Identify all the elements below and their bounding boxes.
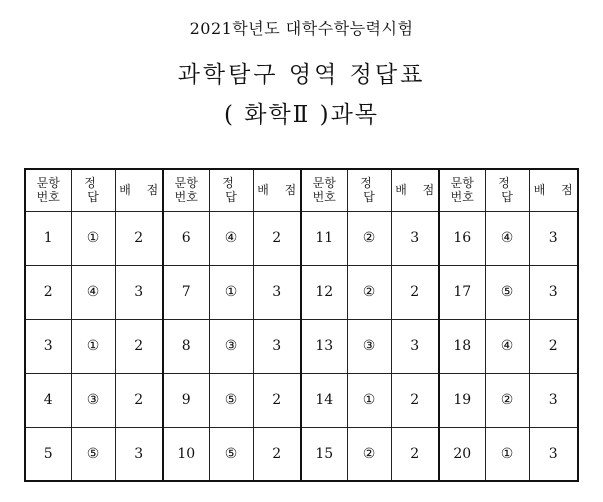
question-number: 4: [25, 373, 71, 427]
score-cell: 2: [115, 373, 163, 427]
header-score: 배 점: [529, 169, 578, 211]
question-number: 20: [439, 427, 485, 481]
table-header-row: [25, 169, 578, 211]
score-cell: 2: [391, 265, 439, 319]
score-cell: 2: [115, 211, 163, 265]
answer-cell: ④: [485, 211, 529, 265]
answer-cell: ⑤: [71, 427, 115, 481]
exam-subtitle: 2021학년도 대학수학능력시험: [189, 19, 414, 38]
answer-cell: ①: [71, 211, 115, 265]
question-number: 14: [301, 373, 347, 427]
answer-cell: ③: [209, 319, 253, 373]
table-row: [25, 373, 578, 427]
answer-cell: ⑤: [209, 427, 253, 481]
score-cell: 2: [391, 427, 439, 481]
question-number: 17: [439, 265, 485, 319]
question-number: 5: [25, 427, 71, 481]
question-number: 1: [25, 211, 71, 265]
question-number: 15: [301, 427, 347, 481]
question-number: 18: [439, 319, 485, 373]
question-number: 7: [163, 265, 209, 319]
question-number: 3: [25, 319, 71, 373]
question-number: 16: [439, 211, 485, 265]
table-row: [25, 211, 578, 265]
answer-cell: ④: [209, 211, 253, 265]
answer-key-table: [24, 168, 579, 482]
header-question-number: 문항번호: [439, 169, 485, 211]
header-answer: 정 답: [347, 169, 391, 211]
header-question-number: 문항번호: [25, 169, 71, 211]
answer-cell: ①: [485, 427, 529, 481]
answer-cell: ⑤: [209, 373, 253, 427]
score-cell: 3: [391, 211, 439, 265]
answer-cell: ③: [347, 319, 391, 373]
score-cell: 3: [115, 427, 163, 481]
page-title: 과학탐구 영역 정답표: [177, 62, 426, 88]
answer-cell: ①: [347, 373, 391, 427]
score-cell: 3: [253, 319, 301, 373]
question-number: 12: [301, 265, 347, 319]
score-cell: 3: [529, 211, 578, 265]
score-cell: 3: [529, 373, 578, 427]
score-cell: 3: [529, 265, 578, 319]
question-number: 13: [301, 319, 347, 373]
table-row: [25, 319, 578, 373]
header-answer: 정 답: [485, 169, 529, 211]
answer-cell: ⑤: [485, 265, 529, 319]
header-question-number: 문항번호: [163, 169, 209, 211]
answer-cell: ②: [485, 373, 529, 427]
score-cell: 2: [115, 319, 163, 373]
question-number: 2: [25, 265, 71, 319]
score-cell: 2: [529, 319, 578, 373]
header-score: 배 점: [391, 169, 439, 211]
question-number: 8: [163, 319, 209, 373]
subject-title: ( 화학Ⅱ )과목: [223, 102, 380, 128]
answer-cell: ④: [71, 265, 115, 319]
header-answer: 정 답: [209, 169, 253, 211]
header-score: 배 점: [115, 169, 163, 211]
score-cell: 2: [253, 211, 301, 265]
table-row: [25, 265, 578, 319]
score-cell: 3: [253, 265, 301, 319]
answer-cell: ③: [71, 373, 115, 427]
score-cell: 3: [115, 265, 163, 319]
question-number: 11: [301, 211, 347, 265]
answer-cell: ④: [485, 319, 529, 373]
question-number: 9: [163, 373, 209, 427]
header-answer: 정 답: [71, 169, 115, 211]
question-number: 19: [439, 373, 485, 427]
score-cell: 2: [391, 373, 439, 427]
score-cell: 3: [391, 319, 439, 373]
header-question-number: 문항번호: [301, 169, 347, 211]
answer-cell: ②: [347, 427, 391, 481]
table-row: [25, 427, 578, 481]
score-cell: 3: [529, 427, 578, 481]
answer-cell: ②: [347, 211, 391, 265]
answer-cell: ①: [71, 319, 115, 373]
score-cell: 2: [253, 373, 301, 427]
question-number: 10: [163, 427, 209, 481]
question-number: 6: [163, 211, 209, 265]
answer-cell: ②: [347, 265, 391, 319]
header-score: 배 점: [253, 169, 301, 211]
score-cell: 2: [253, 427, 301, 481]
answer-cell: ①: [209, 265, 253, 319]
